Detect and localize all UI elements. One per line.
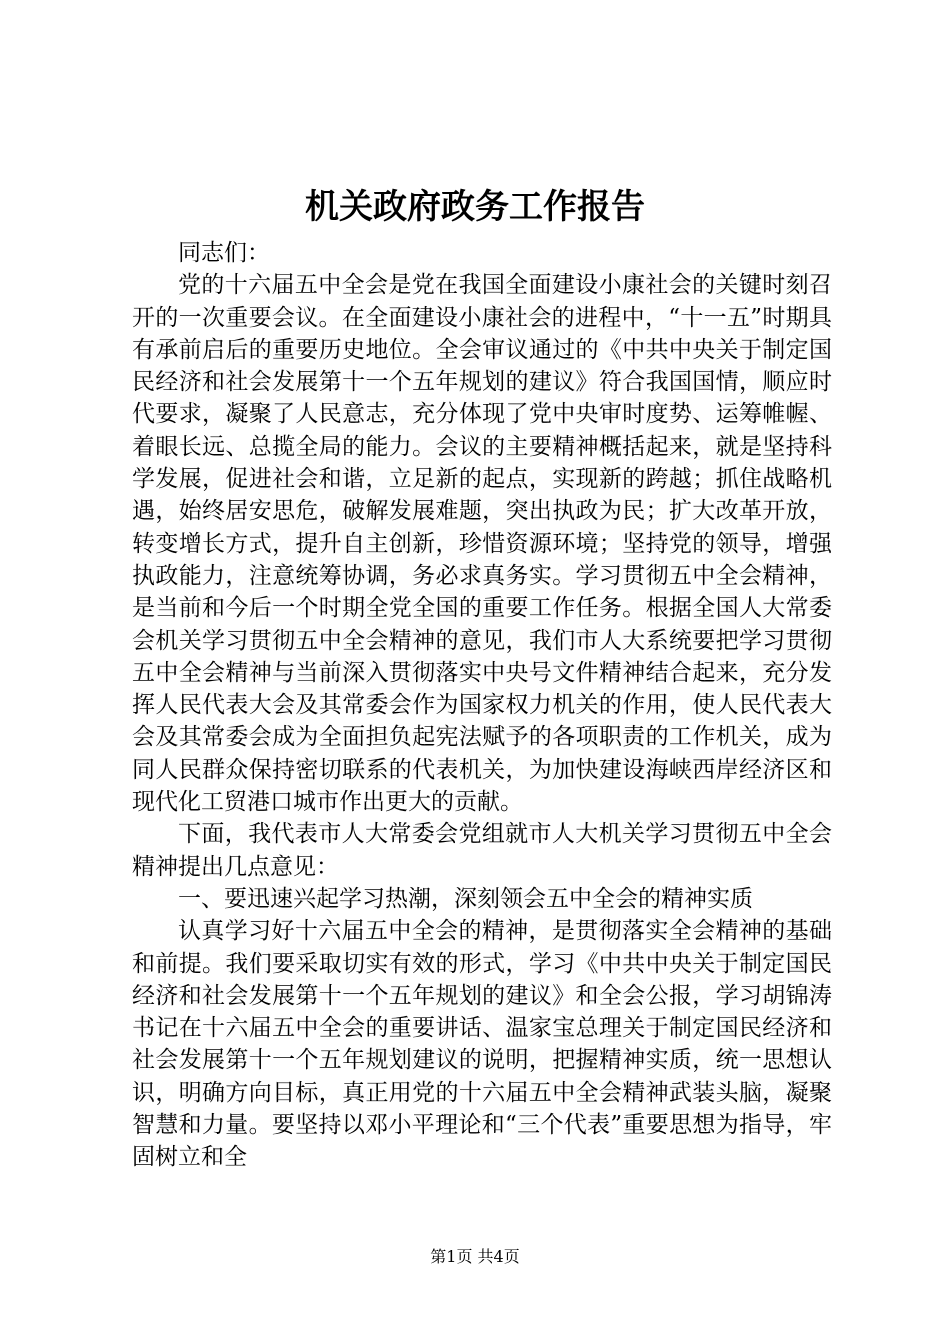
- paragraph-section-1: 认真学习好十六届五中全会的精神，是贯彻落实全会精神的基础和前提。我们要采取切实有效的形式，学习《中共中央关于制定国民经济和社会发展第十一个五年规划的建议》和全会公报，学习胡锦涛书记在十六届五中全会的重要讲话、温家宝总理关于制定国民经济和社会发展第十一个五年规划建议的说明，把握精神实质，统一思想认识，明确方向目标，真正用党的十六届五中全会精神武装头脑，凝聚智慧和力量。要坚持以邓小平理论和“三个代表”重要思想为指导，牢固树立和全: [132, 918, 832, 1171]
- page-footer: 第1页 共4页: [430, 1247, 520, 1266]
- paragraph-intro: 党的十六届五中全会是党在我国全面建设小康社会的关键时刻召开的一次重要会议。在全面建设小康社会的进程中，“十一五”时期具有承前启后的重要历史地位。全会审议通过的《中共中央关于制定国民经济和社会发展第十一个五年规划的建议》符合我国国情，顺应时代要求，凝聚了人民意志，充分体现了党中央审时度势、运筹帷幄、着眼长远、总揽全局的能力。会议的主要精神概括起来，就是坚持科学发展，促进社会和谐，立足新的起点，实现新的跨越；抓住战略机遇，始终居安思危，破解发展难题，突出执政为民；扩大改革开放，转变增长方式，提升自主创新，珍惜资源环境；坚持党的领导，增强执政能力，注意统筹协调，务必求真务实。学习贯彻五中全会精神，是当前和今后一个时期全党全国的重要工作任务。根据全国人大常委会机关学习贯彻五中全会精神的意见，我们市人大系统要把学习贯彻五中全会精神与当前深入贯彻落实中央号文件精神结合起来，充分发挥人民代表大会及其常委会作为国家权力机关的作用，使人民代表大会及其常委会成为全面担负起宪法赋予的各项职责的工作机关，成为同人民群众保持密切联系的代表机关，为加快建设海峡西岸经济区和现代化工贸港口城市作出更大的贡献。: [132, 272, 832, 816]
- section-heading-1: 一、要迅速兴起学习热潮，深刻领会五中全会的精神实质: [178, 885, 753, 912]
- paragraph-transition: 下面，我代表市人大常委会党组就市人大机关学习贯彻五中全会精神提出几点意见：: [132, 821, 832, 880]
- document-body: [132, 237, 832, 1174]
- document-title: 机关政府政务工作报告: [305, 187, 645, 227]
- salutation: 同志们：: [178, 240, 270, 266]
